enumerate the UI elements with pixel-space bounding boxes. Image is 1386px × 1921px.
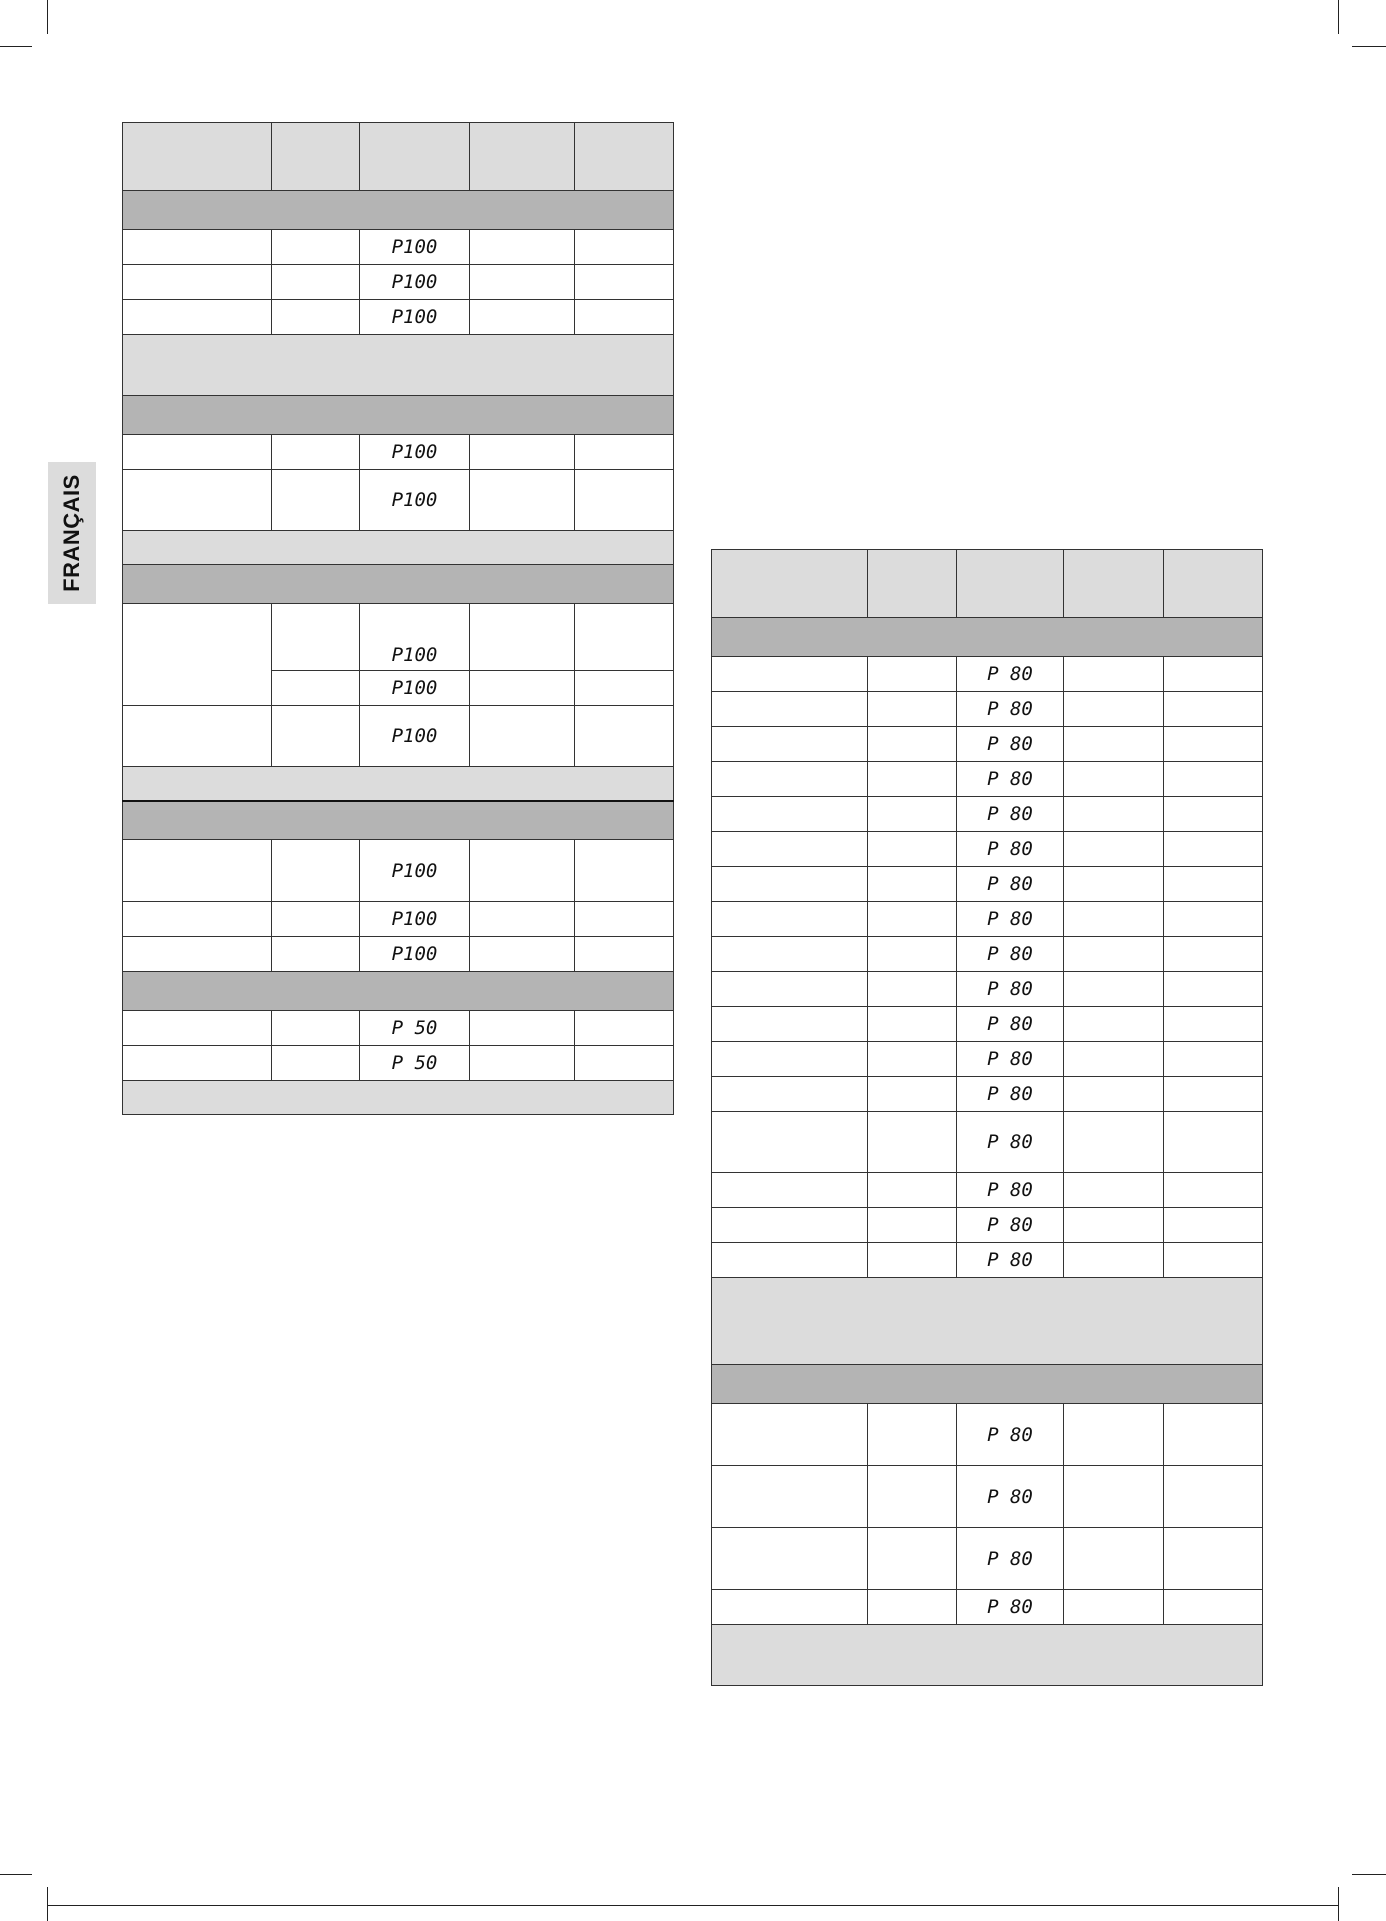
power-display: P 80 (957, 1243, 1064, 1278)
power-display: P 80 (957, 972, 1064, 1007)
header-cell (1064, 550, 1164, 618)
table-row (712, 1466, 1263, 1528)
header-cell (712, 550, 868, 618)
power-display: P 80 (957, 692, 1064, 727)
note-row (123, 335, 674, 396)
power-display: P 80 (957, 657, 1064, 692)
power-display: P100 (360, 937, 470, 972)
note-row (123, 767, 674, 801)
language-tab (48, 462, 96, 604)
power-display: P100 (360, 470, 470, 531)
crop-mark (1352, 46, 1386, 47)
power-display: P 80 (957, 762, 1064, 797)
table-row (123, 937, 674, 972)
note-row (123, 531, 674, 565)
table-row (123, 470, 674, 531)
table-row (712, 832, 1263, 867)
power-display: P 80 (957, 867, 1064, 902)
section-row (712, 1365, 1263, 1404)
table-row (712, 972, 1263, 1007)
cooking-table-right (711, 549, 1263, 1686)
language-tab-label: FRANÇAIS (59, 474, 84, 592)
power-display: P100 (360, 230, 470, 265)
power-display: P 80 (957, 1112, 1064, 1173)
power-display: P 80 (957, 1404, 1064, 1466)
table-row (712, 727, 1263, 762)
section-row (123, 565, 674, 604)
crop-mark (47, 0, 48, 34)
section-row (123, 191, 674, 230)
note-row (123, 1081, 674, 1115)
table-row (712, 902, 1263, 937)
table-row (123, 706, 674, 767)
table-row (712, 1404, 1263, 1466)
table-row (712, 867, 1263, 902)
section-row (123, 972, 674, 1011)
power-display: P 50 (360, 1046, 470, 1081)
table-row (123, 300, 674, 335)
table-header-row (123, 123, 674, 191)
header-cell (957, 550, 1064, 618)
table-row (712, 1528, 1263, 1590)
table-row (712, 1173, 1263, 1208)
header-cell (123, 123, 272, 191)
power-display: P100 (360, 300, 470, 335)
table-row (123, 435, 674, 470)
header-cell (360, 123, 470, 191)
note-row (712, 1625, 1263, 1686)
table-row (123, 265, 674, 300)
table-row (712, 657, 1263, 692)
table-row (712, 1243, 1263, 1278)
power-display: P 80 (957, 797, 1064, 832)
cooking-table-left (122, 122, 674, 1115)
header-cell (575, 123, 674, 191)
power-display: P100 (360, 840, 470, 902)
table-row (712, 1007, 1263, 1042)
power-display: P100 (360, 671, 470, 706)
crop-mark (0, 1874, 32, 1875)
section-row (123, 396, 674, 435)
power-display: P 80 (957, 902, 1064, 937)
header-cell (272, 123, 360, 191)
power-display: P 80 (957, 1042, 1064, 1077)
power-display: P 80 (957, 937, 1064, 972)
header-cell (868, 550, 957, 618)
table-row (712, 1112, 1263, 1173)
power-display: P100 (360, 706, 470, 767)
power-display: P 80 (957, 1208, 1064, 1243)
table-row (123, 902, 674, 937)
power-display: P 80 (957, 1007, 1064, 1042)
section-row (712, 618, 1263, 657)
power-display: P 80 (957, 727, 1064, 762)
table-row (712, 1208, 1263, 1243)
table-row (123, 1011, 674, 1046)
power-display: P 80 (957, 1590, 1064, 1625)
power-display: P 80 (957, 1173, 1064, 1208)
table-row (123, 840, 674, 902)
trim-line (47, 1905, 1339, 1906)
crop-mark (0, 46, 32, 47)
crop-mark (1338, 1887, 1339, 1921)
table-row (712, 937, 1263, 972)
note-row (712, 1278, 1263, 1365)
power-display: P 80 (957, 1528, 1064, 1590)
table-row (712, 1042, 1263, 1077)
header-cell (1164, 550, 1263, 618)
power-display: P 80 (957, 1466, 1064, 1528)
power-display: P 80 (957, 1077, 1064, 1112)
table-row (712, 1590, 1263, 1625)
power-display: P100 (360, 902, 470, 937)
section-row (123, 801, 674, 840)
power-display: P100 (360, 265, 470, 300)
crop-mark (1338, 0, 1339, 34)
power-display: P100 (360, 604, 470, 671)
table-row (123, 604, 674, 671)
header-cell (470, 123, 575, 191)
table-row (123, 230, 674, 265)
table-row (712, 797, 1263, 832)
table-row (712, 692, 1263, 727)
table-row (123, 1046, 674, 1081)
power-display: P100 (360, 435, 470, 470)
crop-mark (47, 1887, 48, 1921)
power-display: P 50 (360, 1011, 470, 1046)
crop-mark (1352, 1874, 1386, 1875)
table-row (712, 762, 1263, 797)
table-row (712, 1077, 1263, 1112)
power-display: P 80 (957, 832, 1064, 867)
table-header-row (712, 550, 1263, 618)
